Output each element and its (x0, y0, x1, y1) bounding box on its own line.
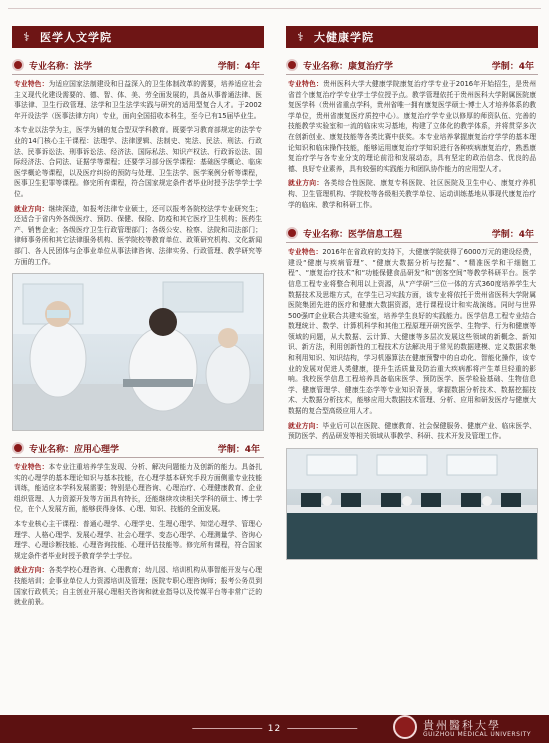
major-duration: 学制：4年 (217, 444, 260, 455)
features-label: 专业特色： (288, 80, 323, 88)
employment-label: 就业方向： (288, 179, 324, 188)
major-curriculum: 本专业核心主干课程：普通心理学、心理学史、生理心理学、知觉心理学、管理心理学、人格心理学、发展心理学、社会心理学、变态心理学、心理测量学、咨询心理学、心理诊断技能、心理咨询技能、心理评估技能等。修完所有课程，符合国家规定条件者毕业时授予教育学学士学位。 (14, 520, 262, 560)
employment-text: 继续深造，如报考法律专业硕士，还可以报考各院校法学专业研究生；还适合于省内外各级医疗、预防、保健、保险、防疫和其它医疗卫生机构；医药生产、销售企业；各级医疗卫生行政管理部门；各级公安、检察、法院和司法部门；律师事务所和其它法律服务机构、医学院校等教育单位、政策研究机构、文化新闻部门、各人民团体与企事业单位从事法律咨询、法律实务、行政管理、教学研究等方面的工作。 (14, 204, 263, 266)
page-number: 12 (186, 724, 363, 734)
caduceus-icon: ⚕ (297, 30, 305, 44)
features-text: 2016年在省政府的支持下，大健康学院获得了6000万元的建设经费，建设“健康与疾病管理”、“健康大数据分析与挖掘”、“精准医学和干细胞工程”、“康复治疗技术”和“功能保健食品研发”和“创客空间”等教学科研平台。医学信息工程专业将整合利用以上资源，从“产学研”三位一体的方式360度培养学生大数据技术及思维方式，在学生已习实践方面，该专业将依托于贵州省医科大学附属医院集团先进的医疗和健康大数据资源，进行课程设计和实战演练。同时与世界500强IT企业联合共建实验室，培养学生良好的实践能力。医学信息工程专业结合数理统计、数学、计算机科学和其他工程原理开研究医学、生物学、行为和健康等领域的问题，从大数据、云计算、大健康等多层次发展这些领域的新概念、新知识、新方法，利用创新性的工程技术方法解决用于常见的数据建模、定义数据求集和利用知识、知识结构，学习机器算法在健康预警中的自动化、智能化操作，该专业的发展对促进人类健康，提升生活质量及防治重大疾病都将产生革旦轻重的影响。我校医学信息工程培养具备临床医学、预防医学、医学检验基础、生物信息学、健康管理学、健康生态学等专业知识背景，掌握数据分析技术、数据挖掘技术、大数据分析技术，能够应用大数据技术管理、分析、应用和研发医疗与健康大数据的复合型高级应用人才。 (288, 248, 536, 416)
lab-photo (12, 273, 264, 431)
major-header-psychology (12, 439, 264, 458)
employment-text: 毕业后可以在医院、健康教育、社会保健服务、健康产业、临床医学、预防医学、药品研发等相关领域从事教学、科研、技术开发及管理工作。 (288, 421, 537, 441)
employment-text: 各类学校心理咨询、心理教育；幼儿园、培训机构从事智能开发与心理技能培训；企事业单位人力资源培训及管理；医院专职心理咨询师；报考公务员到国家行政机关；自主创业开展心理相关咨询和就业指导以及传媒平台等非常广泛的就业前景。 (14, 566, 263, 607)
features-label: 专业特色： (14, 80, 49, 88)
page-footer (0, 715, 549, 743)
computer-lab-illustration (287, 449, 537, 559)
features-text: 贵州医科大学大健康学院康复治疗学专业于2016年开始招生，是贵州省首个康复治疗学专业学士学位授予点。教学管理依托于贵州医科大学附属医院康复医学科（贵州省重点学科，贵州省唯一拥有康复医学硕士-博士人才培养体系的教学单位，贵州省康复医疗质控中心）。康复治疗学专业以修厚的师资队伍、完善的技能教学实验室和一流的临床实习基地，构建了立体化的教学体系，并将贯穿多次在创新创业、康复技能等各类比赛中获奖。本专业培养掌握康复治疗学学的基本理论知识和临床操作技能，能够运用康复治疗学知识进行各种疾病康复治疗，熟悉康复治疗学与各专业分支的理论前沿和发展动态，具有坚定的政治信念、优良的品德、良好专业素养，具有较强的实践能力和团队协作能力的应用型人才。 (288, 80, 537, 173)
banner-title: 医学人文学院 (40, 31, 112, 44)
major-duration: 学制：4年 (217, 61, 260, 72)
major-header-med-info (286, 224, 538, 243)
major-header-rehab (286, 56, 538, 75)
lab-scene-illustration (13, 274, 263, 430)
bullet-icon (12, 442, 24, 454)
features-text: 本专业注重培养学生发现、分析、解决问题能力及创新的能力。具备扎实的心理学的基本理论知识与基本技能，在心理学基本研究手段方面侧重专业技能训练，能适应本学科发展需要；特别是心理咨询、心理治疗、心理健康教育、企业组织管理、人力资源开发等方面具有特长，还能继续攻读相关学科的硕士、博士学位，在个人发展方面，能够获得身体、心理、知识、技能的全面发展。 (14, 463, 263, 514)
major-features (14, 79, 262, 121)
major-features (288, 247, 536, 417)
major-name: 专业名称：医学信息工程 (303, 229, 403, 240)
major-employment (288, 421, 536, 442)
bullet-icon (12, 59, 24, 71)
major-employment (14, 204, 262, 268)
major-duration: 学制：4年 (491, 61, 534, 72)
features-label: 专业特色： (288, 248, 323, 257)
employment-label: 就业方向： (288, 421, 323, 430)
major-features (288, 79, 536, 174)
major-employment (288, 178, 536, 210)
right-column (286, 26, 538, 564)
features-text: 为适应国家法制建设和日益深入的卫生体制改革的需要，培养适应社会主义现代化建设需要的、德、智、体、美、劳全面发展的，具备从事普通法律、医事法律、卫生行政管理、法学和卫生法学实践与研究的适用型复合人才。于2002年开设法学（医事法律方向）专业，面向全国招收本科生，至今已有15届毕业生。 (14, 80, 263, 120)
major-name: 专业名称：康复治疗学 (303, 61, 394, 72)
left-column (12, 26, 264, 608)
logo-english-name: GUIZHOU MEDICAL UNIVERSITY (423, 731, 531, 738)
major-duration: 学制：4年 (491, 229, 534, 240)
top-rule (8, 8, 541, 9)
computer-lab-photo (286, 448, 538, 560)
major-features (14, 462, 262, 515)
features-label: 专业特色： (14, 463, 49, 472)
university-seal-icon (393, 715, 417, 739)
caduceus-icon: ⚕ (23, 30, 31, 44)
employment-label: 就业方向： (14, 204, 49, 213)
bullet-icon (286, 59, 298, 71)
school-banner-health (286, 26, 538, 48)
major-employment (14, 565, 262, 607)
major-header-law (12, 56, 264, 75)
banner-title: 大健康学院 (314, 31, 374, 44)
university-logo (393, 715, 543, 741)
major-name: 专业名称：应用心理学 (29, 444, 120, 455)
school-banner-humanities (12, 26, 264, 48)
employment-label: 就业方向： (14, 566, 49, 575)
employment-text: 各类综合性医院、康复专科医院、社区医院及卫生中心、康复疗养机构、卫生管理机构、学院校等各级相关教学单位、运动训练基地从事现代康复治疗学的临床、教学和科研工作。 (288, 179, 537, 209)
major-name: 专业名称：法学 (29, 61, 93, 72)
bullet-icon (286, 227, 298, 239)
logo-chinese-name: 貴州醫科大學 (423, 719, 501, 732)
major-curriculum: 本专业以法学为主，医学为辅的复合型双学科教育。既要学习教育部规定的法学专业的14门核心主干课程：法理学、法律逻辑、法制史、宪法、民法、刑法、行政法、民事诉讼法、刑事诉讼法、经济法、国际私法、知识产权法、行政诉讼法、国际经济法、合同法、证据学等课程；还要学习部分医学课程：基础医学概论、临床医学概论等课程，以及医疗纠纷的预防与处理、卫生法学、医学案例分析等课程，医事卫生犯罪等课程。修完所有课程，符合国家规定条件者毕业时授予法学学士学位。 (14, 126, 262, 198)
